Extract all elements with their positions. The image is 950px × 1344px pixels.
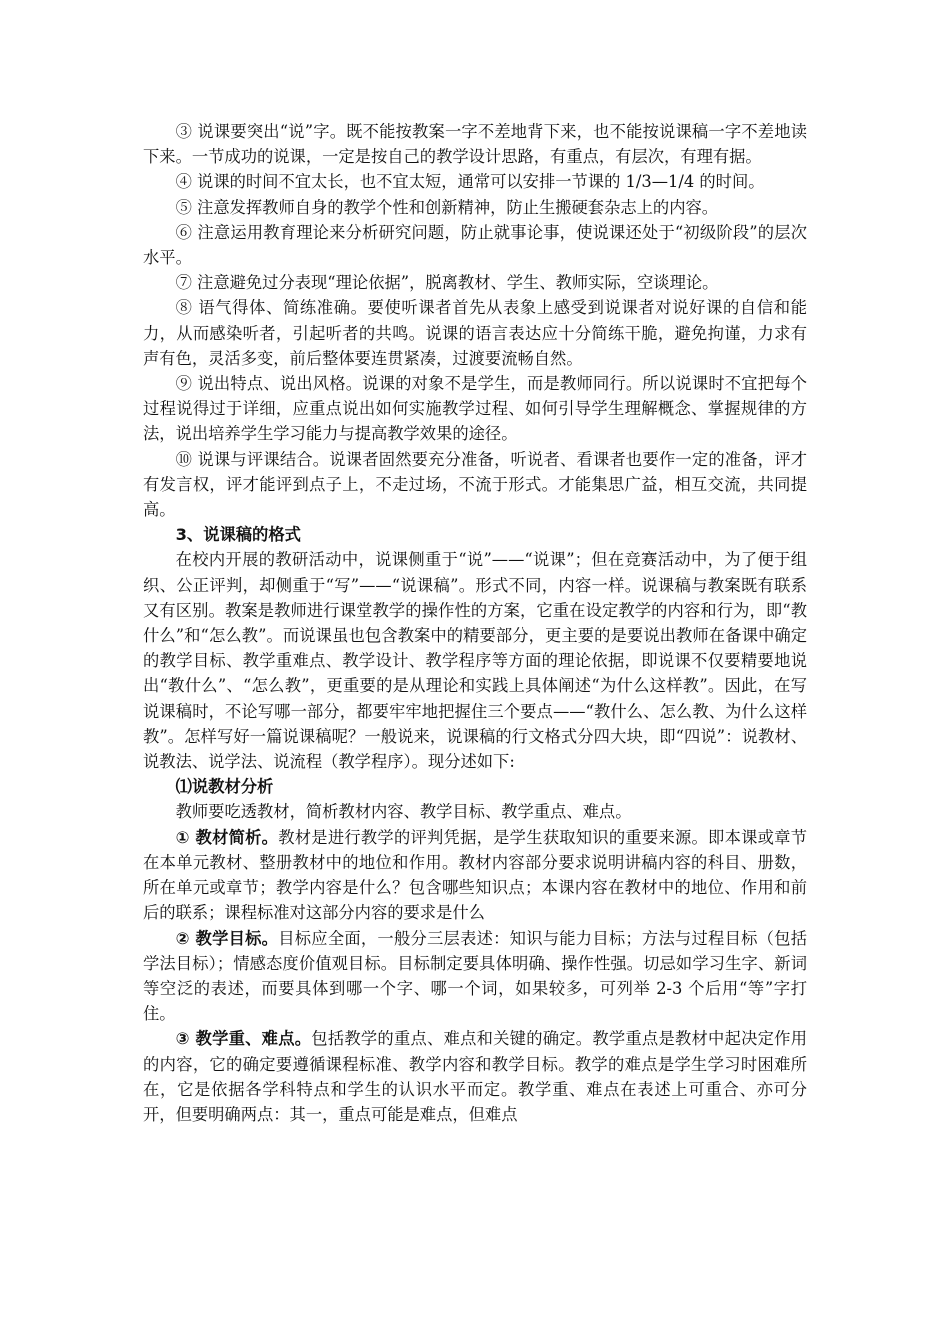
- item-text-key-difficult-points: 包括教学的重点、难点和关键的确定。教学重点是教材中起决定作用的内容，它的确定要遵循课程标准、教学内容和教学目标。教学的难点是学生学习时困难所在，它是依据各学科特点和学生的认识水平而定。教学重、难点在表述上可重合、亦可分开，但要明确两点：其一，重点可能是难点，但难点: [143, 1029, 807, 1124]
- item-text-textbook-analysis: 教材是进行教学的评判凭据，是学生获取知识的重要来源。即本课或章节在本单元教材、整册教材中的地位和作用。教材内容部分要求说明讲稿内容的科目、册数，所在单元或章节；教学内容是什么？包含哪些知识点；本课内容在教材中的地位、作用和前后的联系；课程标准对这部分内容的要求是什么: [143, 827, 807, 923]
- document-body: [143, 119, 807, 1127]
- paragraph-format-intro: 在校内开展的教研活动中，说课侧重于“说”——“说课”；但在竞赛活动中，为了便于组织、公正评判，却侧重于“写”——“说课稿”。形式不同，内容一样。说课稿与教案既有联系又有区别。教案是教师进行课堂教学的操作性的方案，它重在设定教学的内容和行为，即“教什么”和“怎么教”。而说课虽也包含教案中的精要部分，更主要的是要说出教师在备课中确定的教学目标、教学重难点、教学设计、教学程序等方面的理论依据，即说课不仅要精要地说出“教什么”、“怎么教”，更重要的是从理论和实践上具体阐述“为什么这样教”。因此，在写说课稿时，不论写哪一部分，都要牢牢地把握住三个要点——“教什么、怎么教、为什么这样教”。怎样写好一篇说课稿呢？一般说来，说课稿的行文格式分四大块，即“四说”：说教材、说教法、说学法、说流程（教学程序）。现分述如下:: [143, 550, 807, 772]
- section-heading-format: 3、说课稿的格式: [175, 525, 301, 545]
- paragraph-item-8: ⑧ 语气得体、简练准确。要使听课者首先从表象上感受到说课者对说好课的自信和能力，从而感染听者，引起听者的共鸣。说课的语言表达应十分简练干脆，避免拘谨，力求有声有色，灵活多变，前后整体要连贯紧凑，过渡要流畅自然。: [143, 298, 807, 368]
- paragraph-textbook-analysis: [143, 825, 807, 926]
- item-label-textbook-analysis: ① 教材简析。: [175, 827, 279, 847]
- item-label-teaching-goals: ② 教学目标。: [175, 928, 279, 948]
- paragraph-item-9: ⑨ 说出特点、说出风格。说课的对象不是学生，而是教师同行。所以说课时不宜把每个过程说得过于详细，应重点说出如何实施教学过程、如何引导学生理解概念、掌握规律的方法，说出培养学生学习能力与提高教学效果的途径。: [143, 374, 807, 444]
- paragraph-item-10: ⑩ 说课与评课结合。说课者固然要充分准备，听说者、看课者也要作一定的准备，评才有发言权，评才能评到点子上，不走过场，不流于形式。才能集思广益，相互交流，共同提高。: [143, 449, 807, 520]
- paragraph-item-7: ⑦ 注意避免过分表现“理论依据”，脱离教材、学生、教师实际，空谈理论。: [175, 273, 719, 293]
- paragraph-teaching-goals: [143, 926, 807, 1027]
- paragraph-item-4: ④ 说课的时间不宜太长，也不宜太短，通常可以安排一节课的 1/3—1/4 的时间。: [175, 172, 765, 192]
- subsection-heading-textbook: ⑴说教材分析: [175, 777, 274, 797]
- item-label-key-difficult-points: ③ 教学重、难点。: [175, 1029, 312, 1049]
- paragraph-item-3: ③ 说课要突出“说”字。既不能按教案一字不差地背下来，也不能按说课稿一字不差地读下来。一节成功的说课，一定是按自己的教学设计思路，有重点，有层次，有理有据。: [143, 122, 807, 167]
- paragraph-item-5: ⑤ 注意发挥教师自身的教学个性和创新精神，防止生搬硬套杂志上的内容。: [175, 197, 719, 217]
- paragraph-key-difficult-points: [143, 1026, 807, 1127]
- paragraph-item-6: ⑥ 注意运用教育理论来分析研究问题，防止就事论事，使说课还处于“初级阶段”的层次水平。: [143, 222, 807, 268]
- item-text-teaching-goals: 目标应全面，一般分三层表述：知识与能力目标；方法与过程目标（包括学法目标）；情感态度价值观目标。目标制定要具体明确、操作性强。切忌如学习生字、新词等空泛的表述，而要具体到哪一个字、哪一个词，如果较多，可列举 2-3 个后用“等”字打住。: [143, 928, 807, 1024]
- paragraph-textbook-intro: 教师要吃透教材，简析教材内容、教学目标、教学重点、难点。: [175, 802, 632, 822]
